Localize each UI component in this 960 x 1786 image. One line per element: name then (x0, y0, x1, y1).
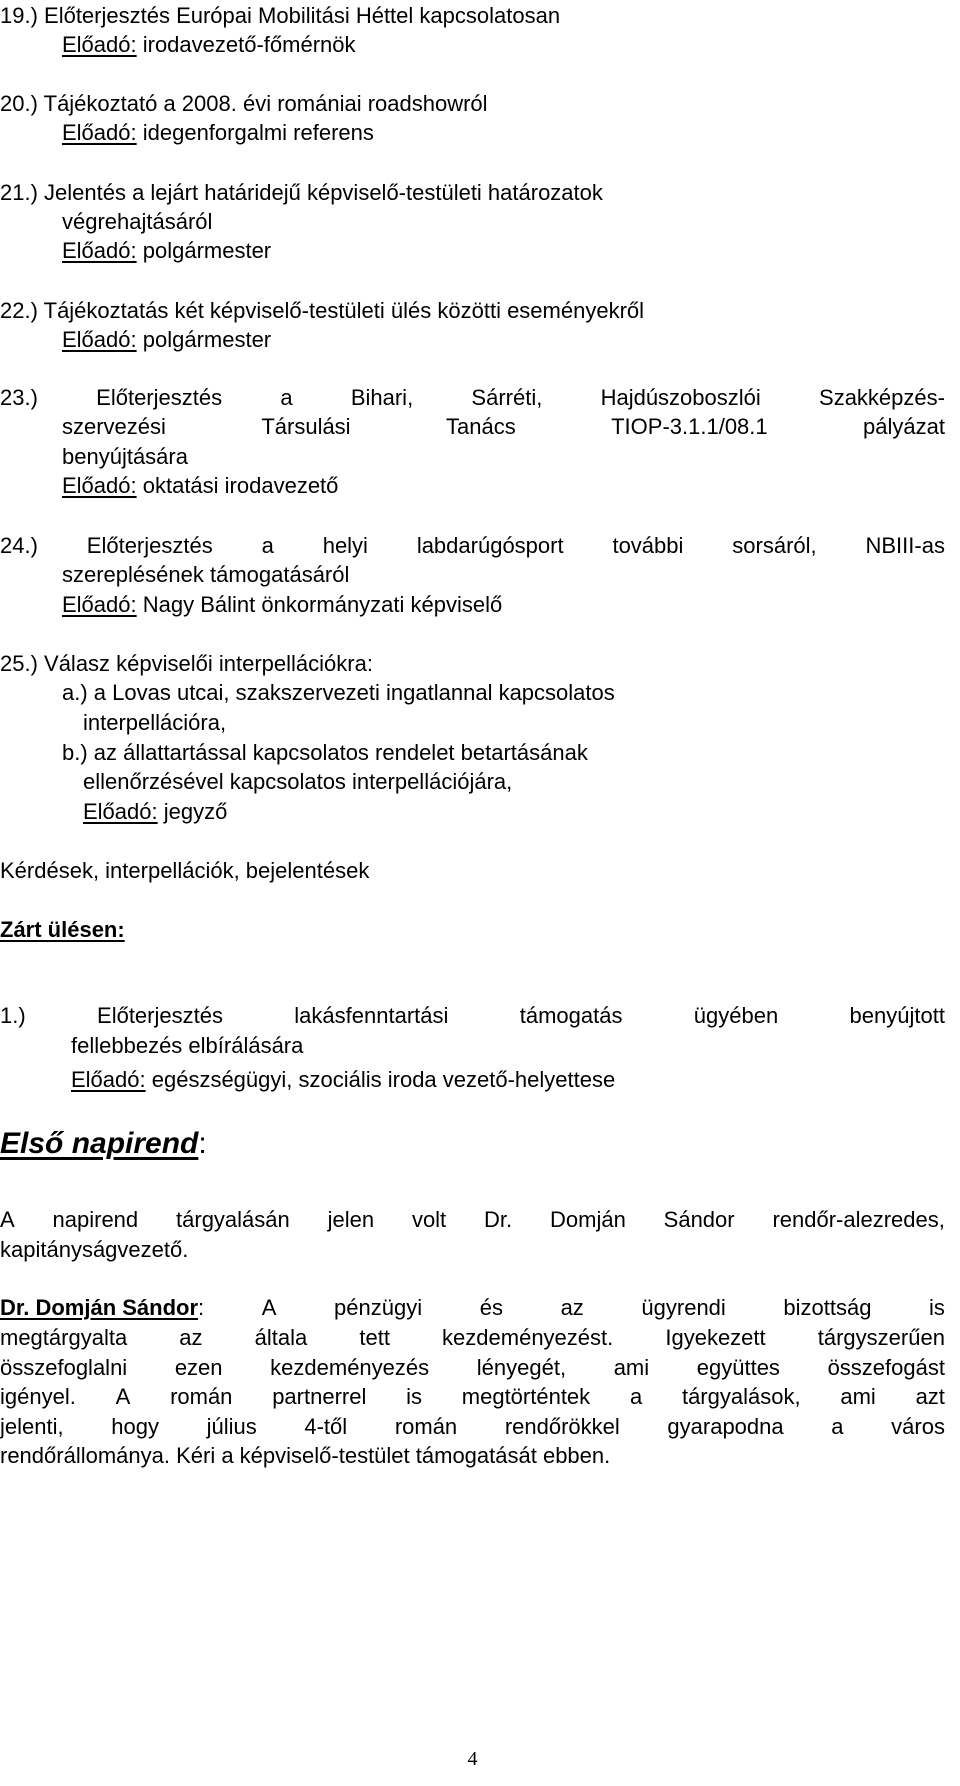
agenda-item-title: 25.) Válasz képviselői interpellációkra: (0, 651, 373, 676)
word: A (261, 1295, 277, 1320)
word: összefogást (827, 1355, 945, 1380)
word: a (629, 1384, 643, 1409)
presenter-label: Előadó: (62, 238, 137, 263)
agenda-item-title-cont: végrehajtásáról (62, 209, 213, 234)
presenter-label: Előadó: (62, 327, 137, 352)
word: volt (411, 1207, 447, 1232)
justified-line (0, 382, 945, 414)
sub-item-a: a.) a Lovas utcai, szakszervezeti ingatlannal kapcsolatos (62, 680, 615, 705)
agenda-item-title: 20.) Tájékoztató a 2008. évi romániai roadshowról (0, 91, 488, 116)
word: román (170, 1384, 233, 1409)
word: ügyében (693, 1003, 779, 1028)
word: Tanács (445, 414, 516, 439)
justified-line (0, 1381, 945, 1413)
presenter-name: irodavezető-főmérnök (136, 32, 356, 57)
word: további (612, 533, 684, 558)
word: helyi (322, 533, 368, 558)
presenter-line (71, 1064, 615, 1096)
word: : (198, 1295, 205, 1320)
first-item-heading-text: Első napirend (0, 1127, 199, 1160)
word: labdarúgósport (416, 533, 564, 558)
justified-line (0, 530, 945, 562)
justified-line (0, 1000, 945, 1032)
presenter-label: Előadó: (83, 799, 158, 824)
presenter-label: Előadó: (71, 1067, 146, 1092)
presenter-line (62, 589, 502, 621)
word: azt (915, 1384, 945, 1409)
closed-session-heading: Zárt ülésen: (0, 917, 125, 942)
word: a (280, 385, 293, 410)
presenter-name: egészségügyi, szociális iroda vezető-helyettese (145, 1067, 616, 1092)
word: megtárgyalta (0, 1325, 128, 1350)
closed-item-title-cont: fellebbezés elbírálására (71, 1033, 304, 1058)
word: július (206, 1414, 257, 1439)
sub-item-a-cont: interpellációra, (83, 710, 227, 735)
word: benyújtott (849, 1003, 945, 1028)
word: a (831, 1414, 844, 1439)
word: a (261, 533, 274, 558)
word: összefoglalni (0, 1355, 128, 1380)
word: Domján (550, 1207, 626, 1232)
word: általa (254, 1325, 308, 1350)
word: együttes (696, 1355, 780, 1380)
word: Dr. (484, 1207, 513, 1232)
word: tett (359, 1325, 390, 1350)
word: NBIII-as (865, 533, 945, 558)
word: A (0, 1207, 15, 1232)
presenter-line (62, 235, 271, 267)
word: Sándor (663, 1207, 735, 1232)
word: megtörténtek (461, 1384, 591, 1409)
word: Szakképzés- (819, 385, 945, 410)
word: szervezési (62, 414, 166, 439)
presenter-line (62, 117, 374, 149)
word: rendőrökkel (504, 1414, 620, 1439)
word: támogatás (519, 1003, 623, 1028)
agenda-item-title: 21.) Jelentés a lejárt határidejű képviselő-testületi határozatok (0, 180, 603, 205)
word: 4-től (304, 1414, 348, 1439)
word: is (406, 1384, 422, 1409)
word: Igyekezett (665, 1325, 766, 1350)
agenda-item-title: 19.) Előterjesztés Európai Mobilitási Héttel kapcsolatosan (0, 3, 561, 28)
word: Hajdúszoboszlói (600, 385, 761, 410)
word: tárgyalásán (176, 1207, 290, 1232)
word: ezen (174, 1355, 223, 1380)
attendance-line-2: kapitányságvezető. (0, 1237, 189, 1262)
word: 24.) (0, 533, 38, 558)
word: Előterjesztés (97, 1003, 223, 1028)
word: is (929, 1295, 945, 1320)
word: az (560, 1295, 584, 1320)
word: rendőr-alezredes, (772, 1207, 945, 1232)
word: tárgyalások, (681, 1384, 801, 1409)
word: kezdeményezést. (442, 1325, 614, 1350)
justified-line (0, 1204, 945, 1236)
presenter-name: Nagy Bálint önkormányzati képviselő (136, 592, 503, 617)
word: ügyrendi (641, 1295, 726, 1320)
page-number: 4 (467, 1748, 478, 1770)
word: 1.) (0, 1003, 26, 1028)
speech-last-line: rendőrállománya. Kéri a képviselő-testület támogatását ebben. (0, 1443, 611, 1468)
presenter-line (62, 324, 271, 356)
justified-line (62, 411, 945, 443)
word: Bihari, (350, 385, 414, 410)
word: város (891, 1414, 945, 1439)
agenda-item-title: 22.) Tájékoztatás két képviselő-testületi ülés közötti eseményekről (0, 298, 645, 323)
word: tárgyszerűen (817, 1325, 945, 1350)
word: ami (613, 1355, 650, 1380)
presenter-name: jegyző (157, 799, 228, 824)
questions-heading: Kérdések, interpellációk, bejelentések (0, 858, 370, 883)
justified-line (0, 1352, 945, 1384)
word: jelen (327, 1207, 375, 1232)
justified-line (0, 1292, 945, 1324)
word: hogy (111, 1414, 159, 1439)
word: lényegét, (476, 1355, 567, 1380)
word: Előterjesztés (96, 385, 223, 410)
word: partnerrel (272, 1384, 367, 1409)
word: pénzügyi (334, 1295, 423, 1320)
presenter-label: Előadó: (62, 120, 137, 145)
presenter-label: Előadó: (62, 32, 137, 57)
presenter-line (62, 470, 338, 502)
word: ami (840, 1384, 876, 1409)
presenter-line (83, 796, 227, 828)
speaker-with-colon (0, 1292, 204, 1324)
presenter-name: oktatási irodavezető (136, 473, 339, 498)
presenter-label: Előadó: (62, 592, 137, 617)
word: az (179, 1325, 203, 1350)
justified-line (0, 1411, 945, 1443)
word: bizottság (783, 1295, 872, 1320)
word: gyarapodna (667, 1414, 784, 1439)
word: Sárréti, (471, 385, 543, 410)
word: pályázat (863, 414, 945, 439)
presenter-name: idegenforgalmi referens (136, 120, 374, 145)
presenter-name: polgármester (136, 327, 272, 352)
word: Előterjesztés (86, 533, 213, 558)
sub-item-b-cont: ellenőrzésével kapcsolatos interpellációjára, (83, 769, 513, 794)
word: A (115, 1384, 131, 1409)
word: TIOP-3.1.1/08.1 (611, 414, 768, 439)
first-item-heading (0, 1124, 207, 1164)
agenda-item-title-cont: szereplésének támogatásáról (62, 562, 350, 587)
word: Társulási (261, 414, 351, 439)
word: lakásfenntartási (294, 1003, 449, 1028)
agenda-item-title-cont: benyújtására (62, 444, 188, 469)
word: és (479, 1295, 503, 1320)
word: jelenti, (0, 1414, 64, 1439)
word: 23.) (0, 385, 38, 410)
first-item-heading-colon: : (198, 1127, 207, 1160)
word: igényel. (0, 1384, 76, 1409)
presenter-name: polgármester (136, 238, 272, 263)
word: sorsáról, (732, 533, 817, 558)
sub-item-b: b.) az állattartással kapcsolatos rendelet betartásának (62, 740, 588, 765)
speaker-name: Dr. Domján Sándor (0, 1295, 199, 1320)
justified-line (0, 1322, 945, 1354)
presenter-line (62, 29, 356, 61)
word: román (394, 1414, 458, 1439)
word: kezdeményezés (270, 1355, 430, 1380)
presenter-label: Előadó: (62, 473, 137, 498)
word: napirend (52, 1207, 139, 1232)
